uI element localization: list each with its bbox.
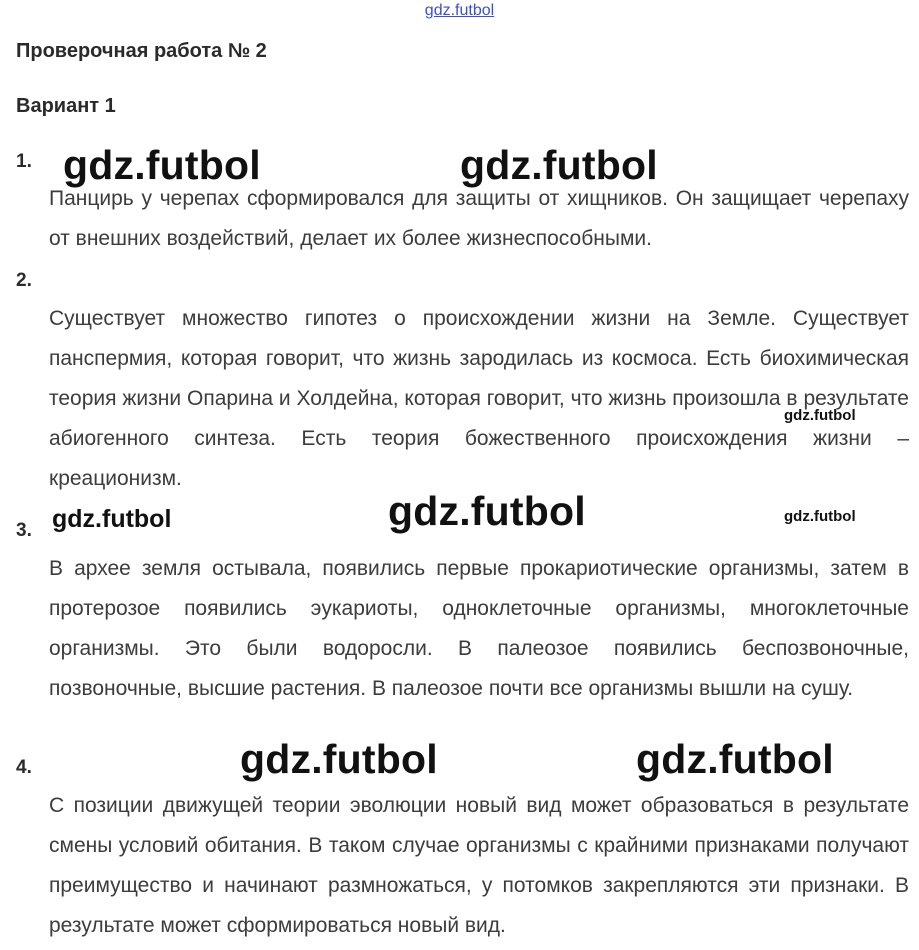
answer-text-1: Панцирь у черепах сформировался для защиты от хищников. Он защищает черепаху от внешних воздействий, делает их более жизнеспособными. xyxy=(49,187,909,250)
answer-number-4: 4. xyxy=(16,757,32,778)
watermark: gdz.futbol xyxy=(63,142,261,188)
watermark: gdz.futbol xyxy=(784,508,856,525)
variant-heading: Вариант 1 xyxy=(16,95,116,117)
watermark: gdz.futbol xyxy=(784,407,856,424)
watermark: gdz.futbol xyxy=(240,736,438,782)
watermark: gdz.futbol xyxy=(460,142,658,188)
answer-text-2: Существует множество гипотез о происхождении жизни на Земле. Существует панспермия, которая говорит, что жизнь зародилась из космоса. Есть биохимическая теория жизни Опарина и Холдейна, которая говорит, что жизнь произошла в результате абиогенного синтеза. Есть теория божественного происхождения жизни – креационизм. xyxy=(49,307,909,490)
answer-text-3: В архее земля остывала, появились первые прокариотические организмы, затем в протерозое появились эукариоты, одноклеточные организмы, многоклеточные организмы. Это были водоросли. В палеозое появились беспозвоночные, позвоночные, высшие растения. В палеозое почти все организмы вышли на сушу. xyxy=(49,557,909,700)
answer-number-2: 2. xyxy=(16,270,32,291)
answer-number-1: 1. xyxy=(16,151,32,172)
page-title: Проверочная работа № 2 xyxy=(16,40,267,62)
answer-text-4: С позиции движущей теории эволюции новый вид может образоваться в результате смены условий обитания. В таком случае организмы с крайними признаками получают преимущество и начинают размножаться, у потомков закрепляются эти признаки. В результате может сформироваться новый вид. xyxy=(49,794,909,937)
watermark-top-link[interactable]: gdz.futbol xyxy=(424,2,495,19)
answer-number-3: 3. xyxy=(16,520,32,541)
watermark: gdz.futbol xyxy=(388,488,586,534)
watermark: gdz.futbol xyxy=(52,505,172,533)
watermark: gdz.futbol xyxy=(636,736,834,782)
